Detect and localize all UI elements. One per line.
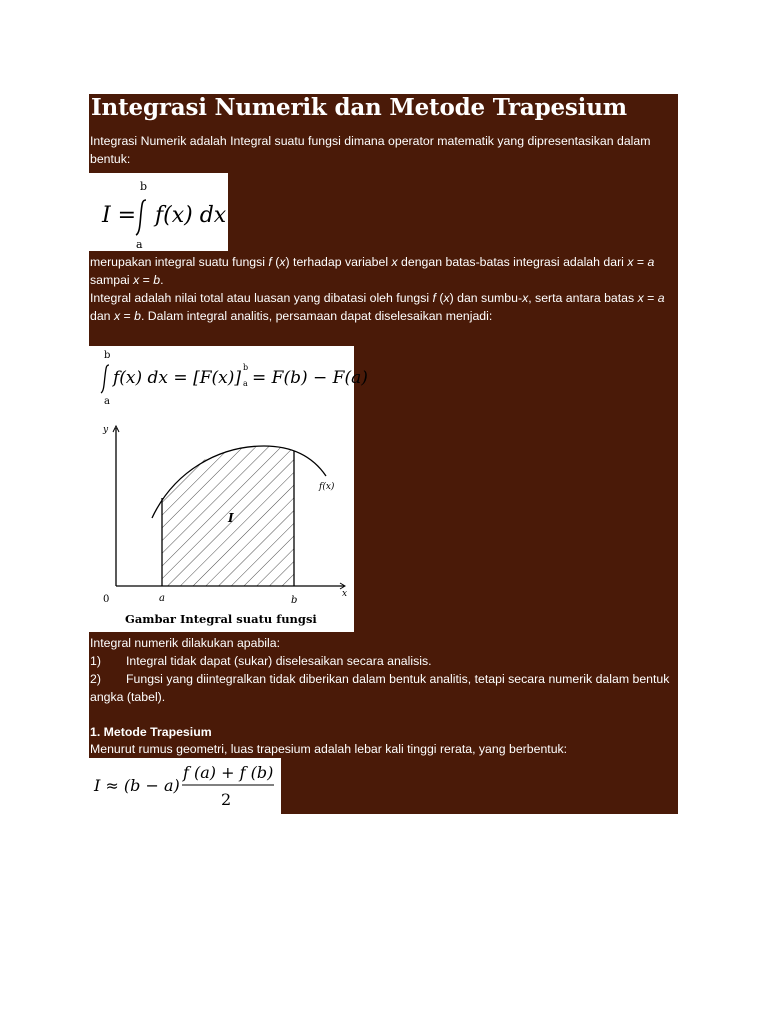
integral-definition-formula (89, 173, 228, 251)
conditions-list (90, 652, 675, 706)
figure-eq-rhs: = F(b) − F(a) (252, 368, 368, 388)
figure-eq-lower: a (104, 396, 110, 407)
page-title: Integrasi Numerik dan Metode Trapesium (91, 94, 627, 121)
figure-eq-bracket-lower: a (243, 379, 248, 388)
integral-figure (89, 346, 368, 632)
paragraph-numeric-conditions: Integral numerik dilakukan apabila: (90, 636, 281, 650)
paragraph-trapezoid: Menurut rumus geometri, luas trapesium adalah lebar kali tinggi rerata, yang berbentuk: (90, 742, 568, 756)
integral-sign (136, 200, 146, 235)
formula-lhs: I = (102, 203, 137, 228)
figure-eq-text: f(x) dx = [F(x)] (113, 368, 241, 388)
origin-label: 0 (103, 594, 110, 605)
figure-eq-bracket-upper: b (243, 363, 249, 372)
label-a: a (159, 593, 165, 604)
paragraph-variable-limits: merupakan integral suatu fungsi f (x) terhadap variabel x dengan batas-batas integrasi adalah dari x = a sampai x = b. (90, 255, 655, 287)
x-axis-label: x (342, 589, 348, 599)
formula-integrand: f(x) dx (155, 203, 227, 228)
figure-integral-sign (101, 365, 109, 393)
trapezoid-denominator: 2 (221, 790, 232, 809)
integral-upper-limit: b (140, 180, 148, 193)
label-area-I: I (228, 511, 234, 525)
trapezoid-lhs: I ≈ (b − a) (94, 776, 180, 795)
section-heading: 1. Metode Trapesium (90, 725, 212, 739)
label-b: b (291, 595, 298, 606)
intro-paragraph: Integrasi Numerik adalah Integral suatu fungsi dimana operator matematik yang dipresentasikan dalam bentuk: (90, 134, 651, 166)
figure-eq-upper: b (104, 350, 111, 361)
label-fx: f(x) (319, 482, 335, 492)
document-panel (89, 94, 678, 814)
list-item: 1) Integral tidak dapat (sukar) diselesaikan secara analisis. (90, 654, 432, 668)
integral-lower-limit: a (136, 238, 143, 251)
paragraph-integral-area: Integral adalah nilai total atau luasan yang dibatasi oleh fungsi f (x) dan sumbu-x, serta antara batas x = a dan x = b. Dalam integral analitis, persamaan dapat diselesaikan menjadi: (90, 291, 665, 323)
trapezoid-formula (89, 758, 281, 814)
trapezoid-numerator: f (a) + f (b) (183, 763, 274, 782)
list-item: 2) Fungsi yang diintegralkan tidak diberikan dalam bentuk analitis, tetapi secara numerik dalam bentuk angka (tabel). (90, 672, 670, 704)
figure-caption: Gambar Integral suatu fungsi (125, 612, 317, 626)
y-axis-label: y (103, 425, 109, 435)
